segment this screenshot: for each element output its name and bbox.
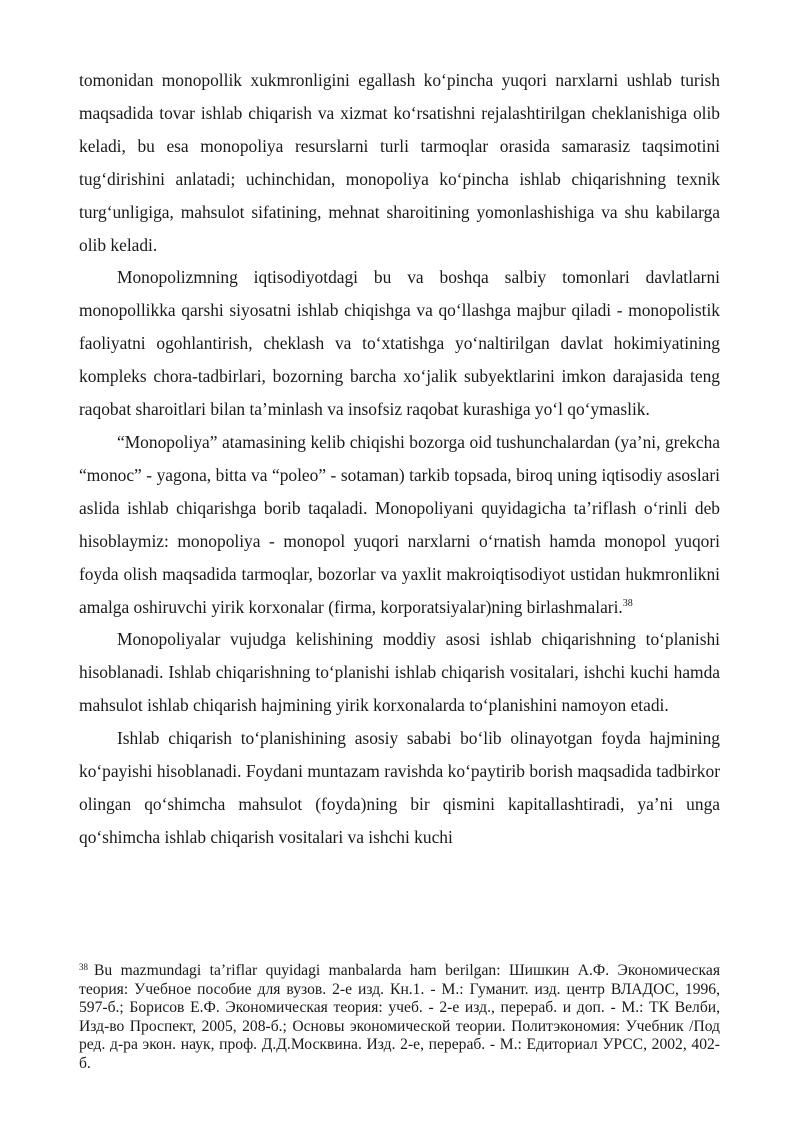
body-paragraph-3 [79, 426, 720, 623]
page-body [79, 64, 720, 854]
footnote-mark: 38 [79, 962, 88, 972]
footnote [79, 958, 720, 1074]
footnote-area [79, 958, 720, 1072]
body-paragraph-1: tomonidan monopollik xukmronligini egallash ko‘pincha yuqori narxlarni ushlab turish maqsadida tovar ishlab chiqarish va xizmat ko‘rsatishni rejalashtirilgan cheklanishiga olib keladi, bu esa monopoliya resurslarni turli tarmoqlar orasida samarasiz taqsimotini tug‘dirishini anlatadi; uchinchidan, monopoliya ko‘pincha ishlab chiqarishning texnik turg‘unligiga, mahsulot sifatining, mehnat sharoitining yomonlashishiga va shu kabilarga olib keladi. [79, 70, 720, 255]
footnote-text: Bu mazmundagi ta’riflar quyidagi manbalarda ham berilgan: Шишкин А.Ф. Экономическая теория: Учебное пособие для вузов. 2-е изд. Кн.1. - М.: Гуманит. изд. центр ВЛАДОС, 1996, 597-б.; Борисов Е.Ф. Экономическая теория: учеб. - 2-е изд., перераб. и доп. - М.: ТК Велби, Изд-во Проспект, 2005, 208-б.; Основы экономической теории. Политэкономия: Учебник /Под ред. д-ра экон. наук, проф. Д.Д.Москвина. Изд. 2-е, перераб. - М.: Едиториал УРСС, 2002, 402-б. [79, 962, 720, 1072]
body-paragraph-2: Monopolizmning iqtisodiyotdagi bu va boshqa salbiy tomonlari davlatlarni monopollikka qarshi siyosatni ishlab chiqishga va qo‘llashga majbur qiladi - monopolistik faoliyatni ogohlantirish, cheklash va to‘xtatishga yo‘naltirilgan davlat hokimiyatining kompleks chora-tadbirlari, bozorning barcha xo‘jalik subyektlarini imkon darajasida teng raqobat sharoitlari bilan ta’minlash va insofsiz raqobat kurashiga yo‘l qo‘ymaslik. [79, 267, 720, 420]
body-paragraph-4: Monopoliyalar vujudga kelishining moddiy asosi ishlab chiqarishning to‘planishi hisoblanadi. Ishlab chiqarishning to‘planishi ishlab chiqarish vositalari, ishchi kuchi hamda mahsulot ishlab chiqarish hajmining yirik korxonalarda to‘planishini namoyon etadi. [79, 629, 720, 716]
footnote-reference[interactable]: 38 [622, 597, 633, 609]
body-paragraph-5: Ishlab chiqarish to‘planishining asosiy sababi bo‘lib olinayotgan foyda hajmining ko‘payishi hisoblanadi. Foydani muntazam ravishda ko‘paytirib borish maqsadida tadbirkor olingan qo‘shimcha mahsulot (foyda)ning bir qismini kapitallashtiradi, ya’ni unga qo‘shimcha ishlab chiqarish vositalari va ishchi kuchi [79, 728, 720, 847]
body-paragraph-3-text: “Monopoliya” atamasining kelib chiqishi bozorga oid tushunchalardan (ya’ni, grekcha “monoc” - yagona, bitta va “poleo” - sotaman) tarkib topsada, biroq uning iqtisodiy asoslari aslida ishlab chiqarishga borib taqaladi. Monopoliyani quyidagicha ta’riflash o‘rinli deb hisoblaymiz: monopoliya - monopol yuqori narxlarni o‘rnatish hamda monopol yuqori foyda olish maqsadida tarmoqlar, bozorlar va yaxlit makroiqtisodiyot ustidan hukmronlikni amalga oshiruvchi yirik korxonalar (firma, korporatsiyalar)ning birlashmalari. [79, 431, 720, 617]
